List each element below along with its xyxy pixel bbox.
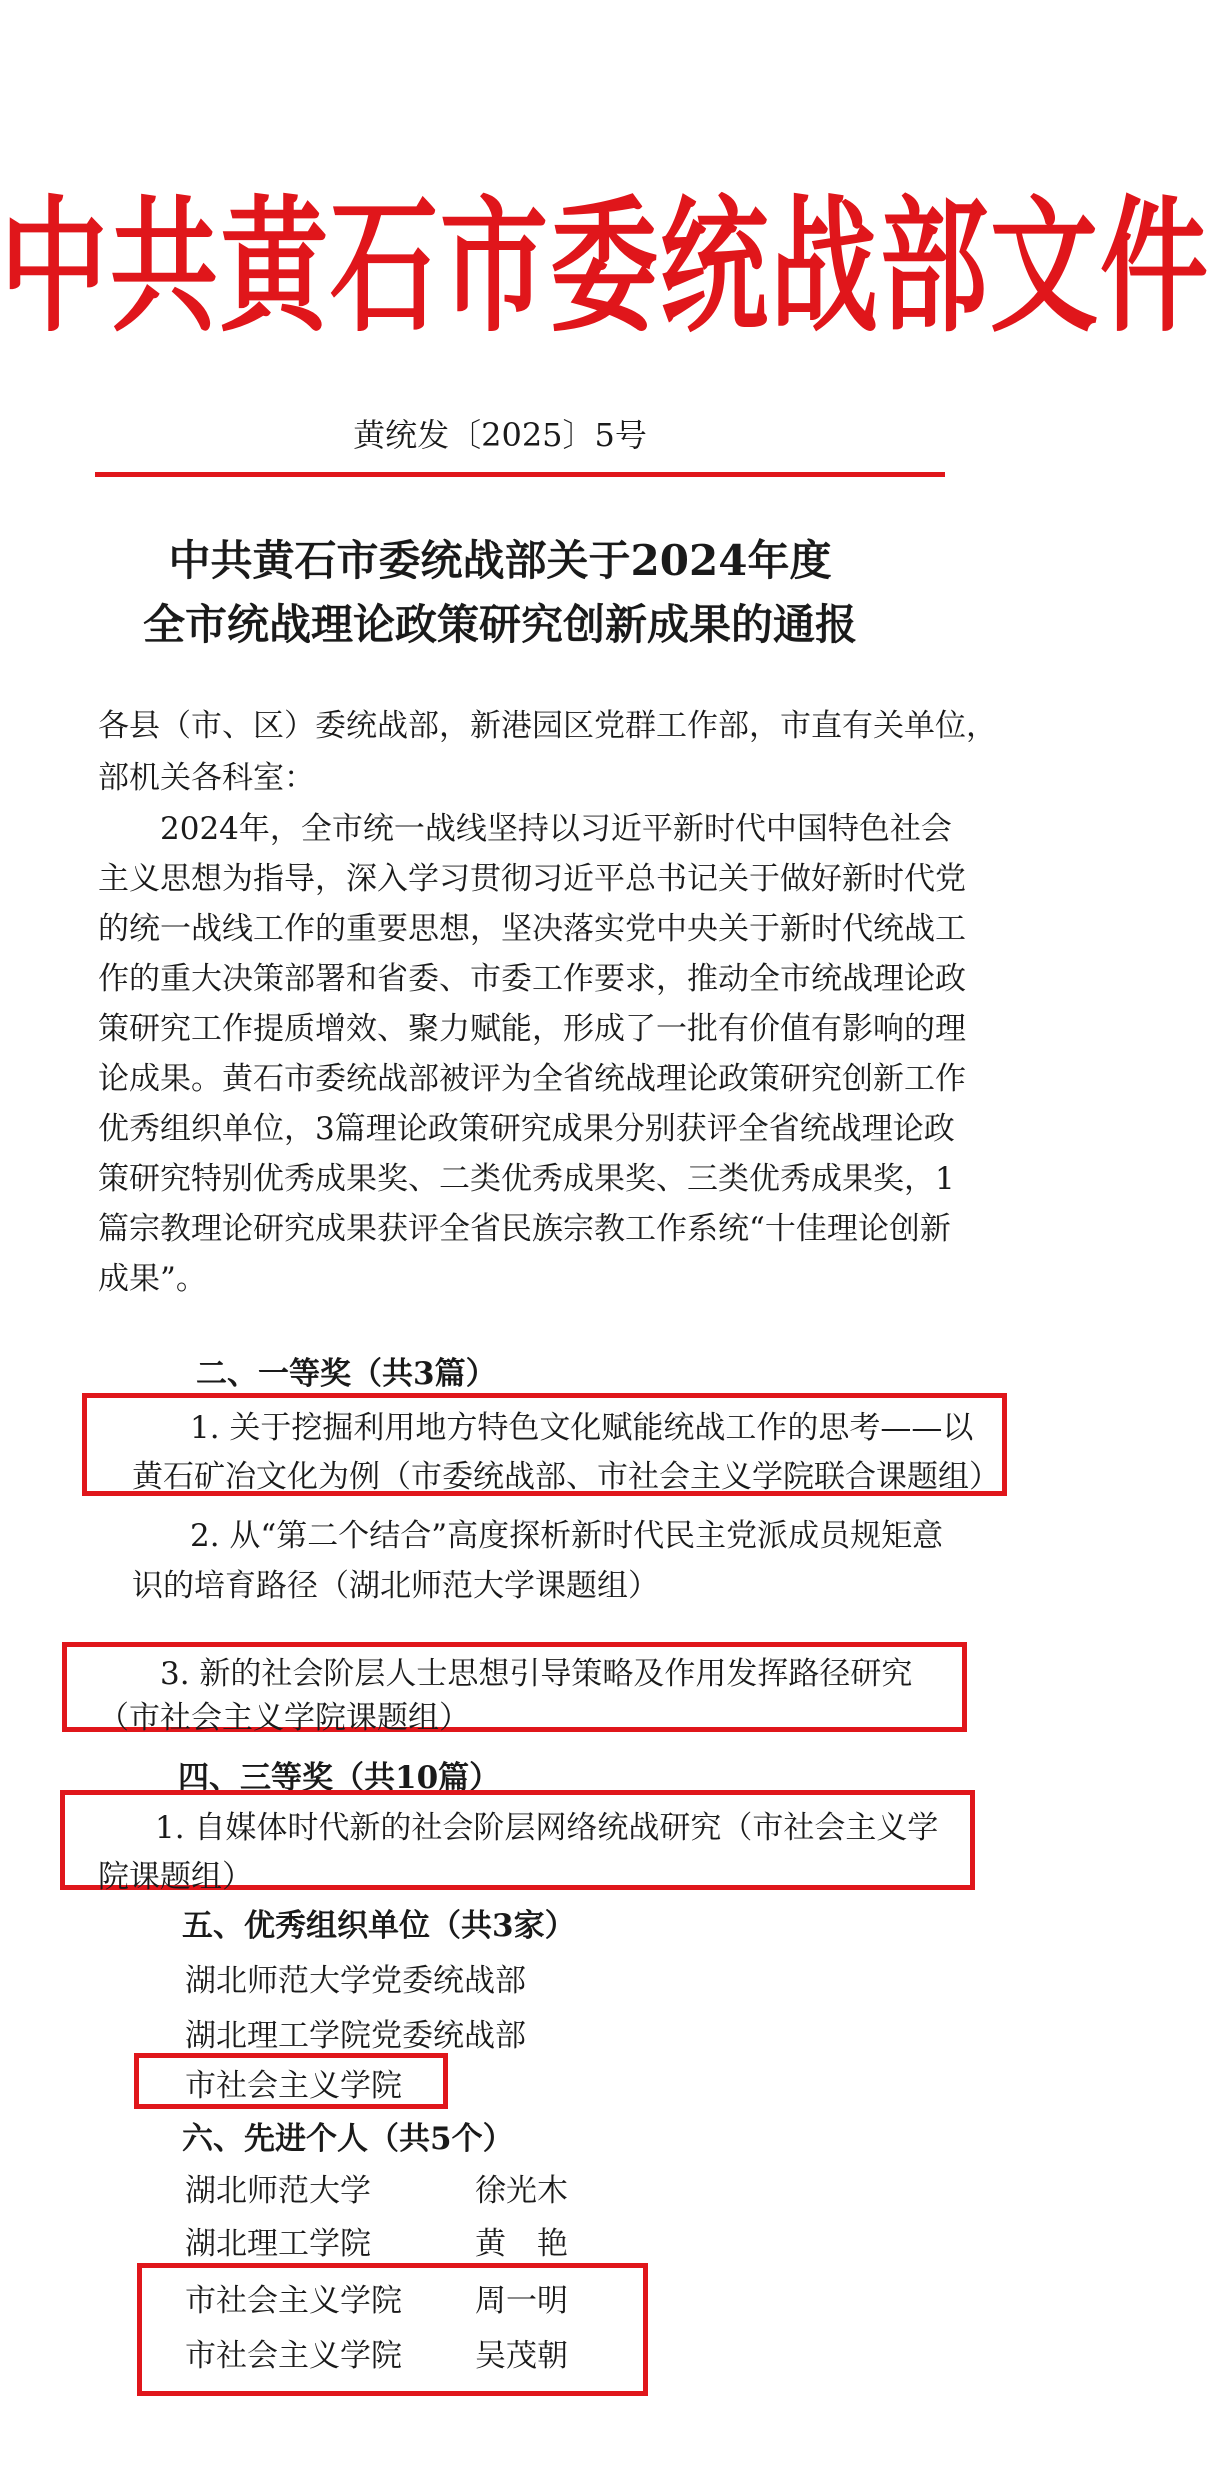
award1-item1-line2: 黄石矿冶文化为例（市委统战部、市社会主义学院联合课题组）: [132, 1459, 1000, 1495]
award1-item2-line2: 识的培育路径（湖北师范大学课题组）: [132, 1568, 659, 1604]
org-unit-item: 湖北师范大学党委统战部: [185, 1963, 526, 1999]
title-line-2: 全市统战理论政策研究创新成果的通报: [142, 600, 857, 649]
individual-name: 周一明: [475, 2283, 568, 2319]
body-line: 2024年，全市统一战线坚持以习近平新时代中国特色社会: [160, 811, 952, 847]
masthead: 中共黄石市委统战部文件: [0, 182, 1210, 353]
award1-item2-line1: 2. 从“第二个结合”高度探析新时代民主党派成员规矩意: [190, 1518, 944, 1554]
doc-number: 黄统发〔2025〕5号: [353, 416, 647, 454]
salutation-line-2: 部机关各科室：: [98, 760, 315, 796]
body-line: 篇宗教理论研究成果获评全省民族宗教工作系统“十佳理论创新: [98, 1211, 951, 1247]
body-line: 策研究特别优秀成果奖、二类优秀成果奖、三类优秀成果奖，1: [98, 1161, 955, 1197]
award3-item1-line2: 院课题组）: [98, 1859, 253, 1895]
award1-item3-line2: （市社会主义学院课题组）: [98, 1700, 470, 1736]
org-units-heading: 五、优秀组织单位（共3家）: [182, 1908, 576, 1944]
individual-name: 徐光木: [475, 2173, 568, 2209]
title-line-1: 中共黄石市委统战部关于2024年度: [168, 536, 832, 585]
body-line: 的统一战线工作的重要思想，坚决落实党中央关于新时代统战工: [98, 911, 966, 947]
individual-org: 市社会主义学院: [185, 2338, 402, 2374]
award1-item3-line1: 3. 新的社会阶层人士思想引导策略及作用发挥路径研究: [160, 1656, 913, 1692]
award1-heading: 二、一等奖（共3篇）: [196, 1356, 497, 1392]
body-line: 成果”。: [98, 1261, 207, 1297]
org-unit-item: 市社会主义学院: [185, 2068, 402, 2104]
award1-item1-line1: 1. 关于挖掘利用地方特色文化赋能统战工作的思考——以: [190, 1410, 974, 1446]
body-line: 优秀组织单位，3篇理论政策研究成果分别获评全省统战理论政: [98, 1111, 955, 1147]
individuals-heading: 六、先进个人（共5个）: [182, 2121, 514, 2157]
individual-org: 湖北师范大学: [185, 2173, 371, 2209]
individual-org: 湖北理工学院: [185, 2226, 371, 2262]
individual-name: 黄 艳: [475, 2226, 568, 2262]
body-line: 论成果。黄石市委统战部被评为全省统战理论政策研究创新工作: [98, 1061, 966, 1097]
award3-heading: 四、三等奖（共10篇）: [178, 1760, 501, 1796]
award3-item1-line1: 1. 自媒体时代新的社会阶层网络统战研究（市社会主义学: [155, 1810, 939, 1846]
individual-name: 吴茂朝: [475, 2338, 568, 2374]
individual-org: 市社会主义学院: [185, 2283, 402, 2319]
body-line: 作的重大决策部署和省委、市委工作要求，推动全市统战理论政: [98, 961, 966, 997]
org-unit-item: 湖北理工学院党委统战部: [185, 2018, 526, 2054]
body-line: 策研究工作提质增效、聚力赋能，形成了一批有价值有影响的理: [98, 1011, 966, 1047]
body-line: 主义思想为指导，深入学习贯彻习近平总书记关于做好新时代党: [98, 861, 966, 897]
salutation-line-1: 各县（市、区）委统战部，新港园区党群工作部，市直有关单位，: [98, 708, 997, 744]
red-divider: [95, 472, 945, 477]
